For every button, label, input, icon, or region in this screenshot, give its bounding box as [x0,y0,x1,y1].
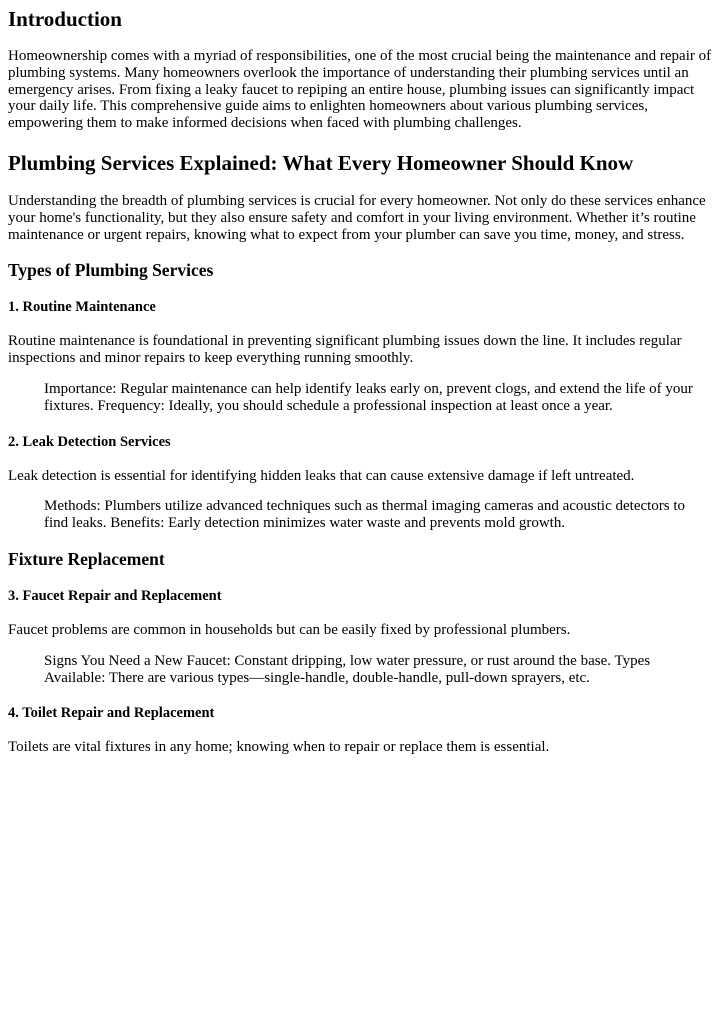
main-heading: Plumbing Services Explained: What Every Homeowner Should Know [8,150,634,175]
routine-maintenance-paragraph: Routine maintenance is foundational in preventing significant plumbing issues down the line. It includes regular inspections and minor repairs to keep everything running smoothly. [8,333,682,367]
faucet-quote: Signs You Need a New Faucet: Constant dripping, low water pressure, or rust around the base. Types Available: There are various types—single-handle, double-handle, pull-down sprayers, etc. [44,652,651,686]
leak-detection-paragraph: Leak detection is essential for identifying hidden leaks that can cause extensive damage if left untreated. [8,467,635,484]
faucet-heading: 3. Faucet Repair and Replacement [8,587,222,604]
introduction-heading: Introduction [8,7,122,31]
routine-maintenance-heading: 1. Routine Maintenance [8,299,156,316]
leak-detection-quote: Methods: Plumbers utilize advanced techniques such as thermal imaging cameras and acoustic detectors to find leaks. Benefits: Early detection minimizes water waste and prevents mold growth. [44,498,686,532]
fixture-replacement-heading: Fixture Replacement [8,548,165,569]
routine-maintenance-quote: Importance: Regular maintenance can help identify leaks early on, prevent clogs, and extend the life of your fixtures. Frequency: Ideally, you should schedule a professional inspection at least once a year. [44,380,693,414]
toilet-heading: 4. Toilet Repair and Replacement [8,705,215,722]
main-paragraph: Understanding the breadth of plumbing services is crucial for every homeowner. Not only do these services enhance your home's functionality, but they also ensure safety and comfort in your living environment. Whether it’s routine maintenance or urgent repairs, knowing what to expect from your plumber can save you time, money, and stress. [8,192,706,243]
toilet-paragraph: Toilets are vital fixtures in any home; knowing when to repair or replace them is essential. [8,739,550,756]
introduction-paragraph: Homeownership comes with a myriad of responsibilities, one of the most crucial being the maintenance and repair of plumbing systems. Many homeowners overlook the importance of understanding their plumbing services until an emergency arises. From fixing a leaky faucet to repiping an entire house, plumbing issues can significantly impact your daily life. This comprehensive guide aims to enlighten homeowners about various plumbing services, empowering them to make informed decisions when faced with plumbing challenges. [8,48,712,132]
leak-detection-heading: 2. Leak Detection Services [8,433,171,450]
types-heading: Types of Plumbing Services [8,260,214,281]
faucet-paragraph: Faucet problems are common in households but can be easily fixed by professional plumbers. [8,621,571,638]
